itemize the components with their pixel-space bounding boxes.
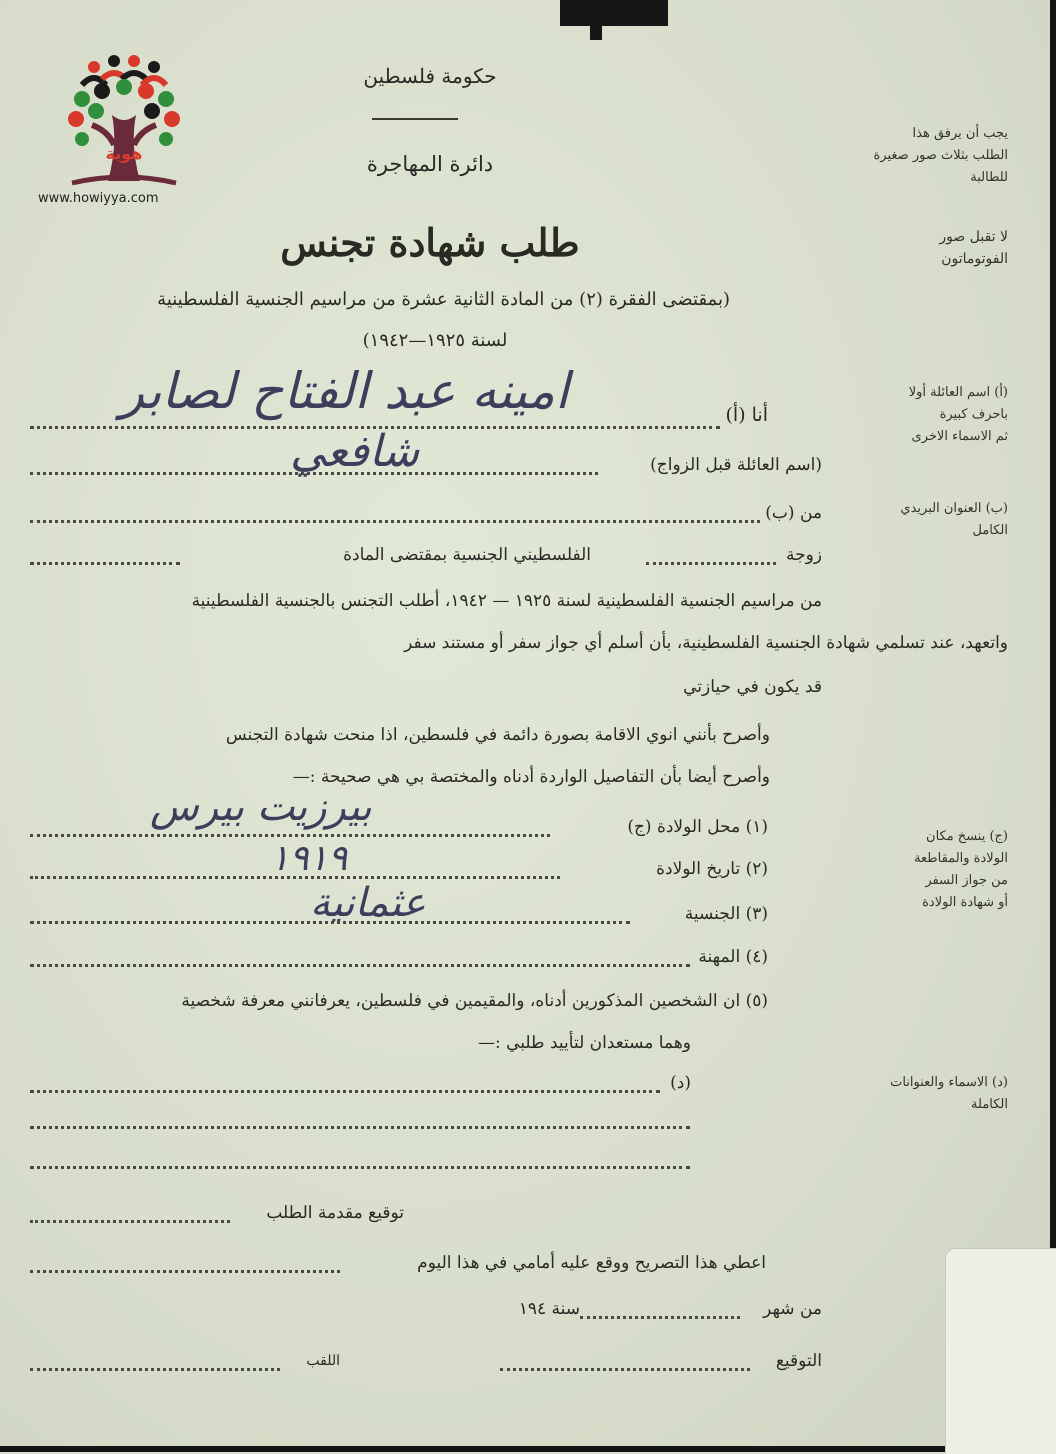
field-day-line [30,1270,340,1273]
label-month: من شهر [763,1299,822,1319]
howiyya-tree-logo [52,55,192,210]
label-wife: زوجة [785,545,822,565]
label-title: اللقب [306,1353,340,1369]
label-ana: أنا (أ) [725,404,768,426]
tape-strip-edge [590,0,602,40]
field-address-line [30,520,760,523]
government-heading: حكومة فلسطين [363,64,497,88]
handwritten-maiden-name: شافعي [290,426,420,477]
label-palestinian-nationality: الفلسطيني الجنسية بمقتضى المادة [343,545,591,565]
field-article-line [30,562,180,565]
tape-strip [560,0,668,26]
scan-edge-bottom [0,1446,1056,1452]
field-birthplace-line [30,834,550,837]
field-applicant-signature-line [30,1220,230,1223]
field-husband-line [646,562,776,565]
legal-basis-line-1: (بمقتضى الفقرة (٢) من المادة الثانية عشرة من مراسيم الجنسية الفلسطينية [157,289,730,310]
note-full-names: (د) الاسماء والعنوانات الكاملة [890,1075,1008,1112]
handwritten-birthplace: بيرزيت بيرس [150,784,372,830]
label-applicant-signature: توقيع مقدمة الطلب [266,1203,404,1223]
field-persons-line-2 [30,1126,690,1129]
label-declaration-given: اعطي هذا التصريح ووقع عليه أمامي في هذا اليوم [417,1253,766,1273]
handwritten-birthdate: ١٩١٩ [270,838,348,879]
note-name-order: (أ) اسم العائلة أولا باحرف كبيرة ثم الاسماء الاخرى [908,385,1008,444]
field-signature-line [500,1368,750,1371]
paragraph-line-3: قد يكون في حيازتي [683,677,822,697]
label-birthdate: (٢) تاريخ الولادة [656,859,768,879]
label-occupation: (٤) المهنة [698,947,768,967]
handwritten-nationality: عثمانية [310,880,426,926]
item5-line-1: (٥) ان الشخصين المذكورين أدناه، والمقيمين في فلسطين، يعرفانني معرفة شخصية [181,991,768,1011]
paragraph-line-1: من مراسيم الجنسية الفلسطينية لسنة ١٩٢٥ — ١٩٤٢، أطلب التجنس بالجنسية الفلسطينية [191,591,822,611]
note-photos: يجب أن يرفق هذا الطلب بثلاث صور صغيرة للطالبة [873,126,1008,185]
label-maiden-name: (اسم العائلة قبل الزواج) [650,455,822,475]
declaration-line-1: وأصرح بأنني انوي الاقامة بصورة دائمة في فلسطين، اذا منحت شهادة التجنس [225,725,770,745]
note-photomaton: لا تقبل صور الفوتوماتون [939,229,1008,267]
scan-edge-right [1050,0,1056,1452]
header-divider [372,118,458,120]
attached-paper-corner [945,1248,1056,1454]
note-birthplace: (ج) ينسخ مكان الولادة والمقاطعة من جواز السفر أو شهادة الولادة [914,829,1008,910]
legal-basis-line-2: لسنة ١٩٢٥—١٩٤٢) [362,330,508,351]
label-year: سنة ١٩٤ [518,1299,580,1319]
label-nationality: (٣) الجنسية [684,904,768,924]
label-persons: (د) [670,1073,691,1093]
field-persons-line-3 [30,1166,690,1169]
handwritten-name: امينه عبد الفتاح لصابر [120,362,569,420]
form-title: طلب شهادة تجنس [280,220,580,265]
paragraph-line-2: واتعهد، عند تسلمي شهادة الجنسية الفلسطينية، بأن أسلم أي جواز سفر أو مستند سفر [404,633,1008,653]
field-persons-line-1 [30,1090,660,1093]
svg-text:هوية: هوية [105,144,143,163]
department-heading: دائرة المهاجرة [366,152,494,176]
site-url: www.howiyya.com [38,191,159,206]
item5-line-2: وهما مستعدان لتأييد طلبي :— [478,1033,691,1053]
label-signature: التوقيع [775,1351,822,1371]
note-postal-address: (ب) العنوان البريدي الكامل [900,501,1008,538]
label-from: من (ب) [765,503,822,523]
field-month-line [580,1316,740,1319]
field-occupation-line [30,964,690,967]
field-title-line [30,1368,280,1371]
declaration-line-2: وأصرح أيضا بأن التفاصيل الواردة أدناه والمختصة بي هي صحيحة :— [292,767,770,787]
label-birthplace: (١) محل الولادة (ج) [627,817,768,837]
